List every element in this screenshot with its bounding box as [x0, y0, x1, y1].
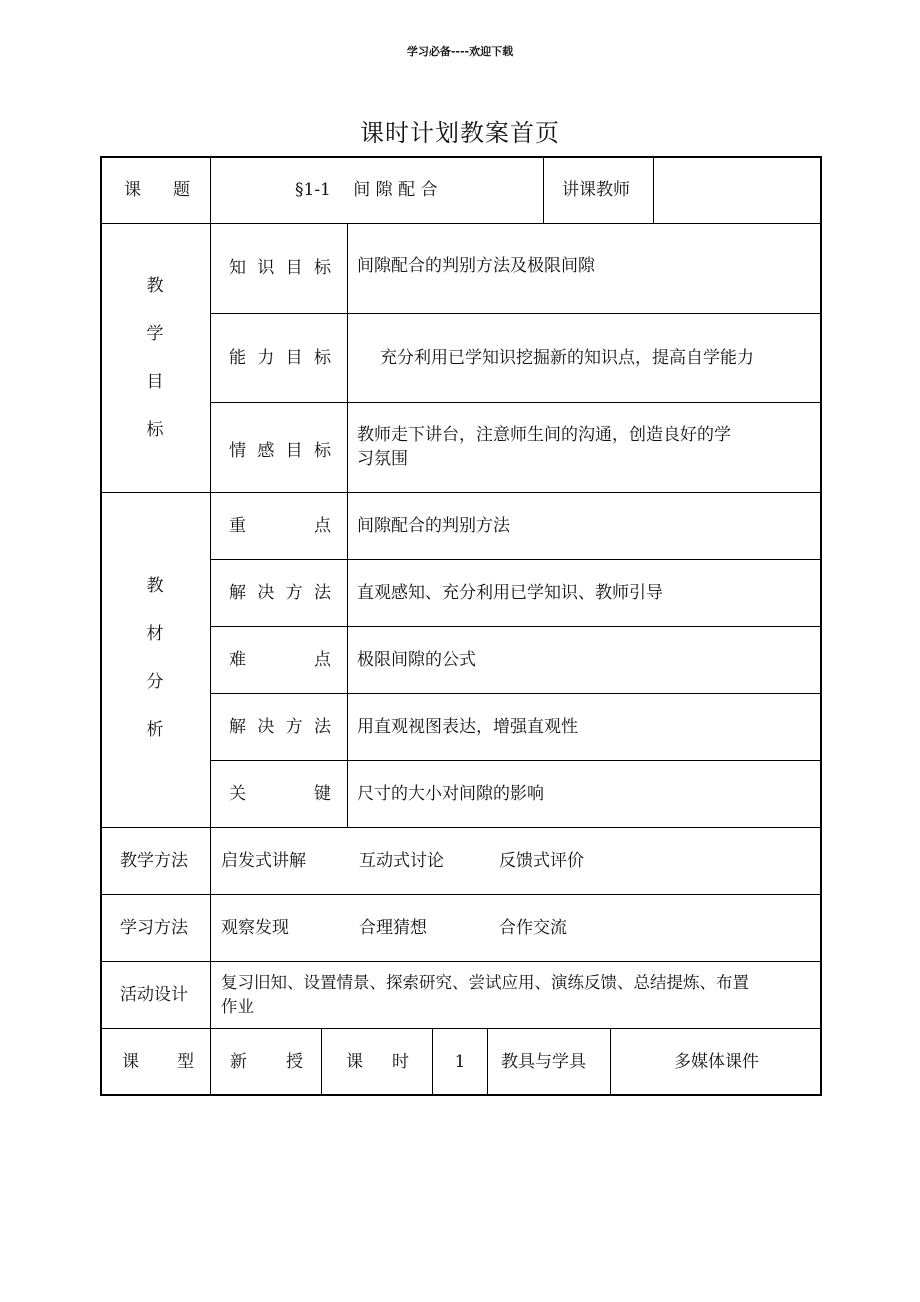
teacher-label: 讲课教师: [562, 179, 630, 200]
document-title: 课时计划教案首页: [360, 119, 560, 147]
header-note: 学习必备----欢迎下载: [406, 45, 514, 58]
learning-method-label: 学习方法: [120, 917, 188, 938]
emotion-goal-label: 情 感 目 标: [229, 441, 331, 461]
ability-goal-label: 能 力 目 标: [229, 347, 331, 368]
topic-value: §1-1 间 隙 配 合: [295, 179, 438, 200]
key-value: 尺寸的大小对间隙的影响: [357, 783, 544, 804]
teaching-method-2: 互动式讨论: [359, 850, 444, 871]
difficulty-value: 极限间隙的公式: [357, 649, 476, 670]
topic-label: 课 题: [124, 179, 190, 200]
activity-label: 活动设计: [120, 984, 188, 1005]
hours-label: 课 时: [346, 1052, 409, 1072]
solution-method-label-1: 解 决 方 法: [229, 582, 331, 603]
solution-method-label-2: 解 决 方 法: [229, 716, 331, 737]
key-point-value: 间隙配合的判别方法: [357, 515, 510, 536]
ability-goal-value: 充分利用已学知识挖掘新的知识点，提高自学能力: [380, 347, 754, 368]
knowledge-goal-label: 知 识 目 标: [229, 258, 331, 278]
knowledge-goal-value: 间隙配合的判别方法及极限间隙: [357, 256, 595, 276]
teaching-method-label: 教学方法: [120, 850, 188, 871]
difficulty-label: 难 点: [229, 649, 331, 670]
solution-method-value-1: 直观感知、充分利用已学知识、教师引导: [357, 582, 663, 603]
lesson-type-label: 课 型: [122, 1052, 194, 1072]
goals-group-label: 教 学 目 标: [146, 276, 164, 440]
key-label: 关 键: [229, 783, 331, 804]
emotion-goal-value: 教师走下讲台，注意师生间的沟通，创造良好的学 习氛围: [357, 425, 731, 469]
teaching-method-1: 启发式讲解: [221, 850, 306, 871]
activity-value: 复习旧知、设置情景、探索研究、尝试应用、演练反馈、总结提炼、布置 作业: [221, 972, 749, 1016]
learning-method-3: 合作交流: [499, 917, 567, 938]
solution-method-value-2: 用直观视图表达，增强直观性: [357, 716, 578, 737]
key-point-label: 重 点: [229, 515, 331, 536]
hours-value: 1: [454, 1052, 466, 1072]
lesson-plan-table: [100, 156, 822, 1096]
analysis-group-label: 教 材 分 析: [146, 576, 164, 740]
tools-label: 教具与学具: [501, 1052, 586, 1072]
lesson-type-value: 新 授: [230, 1052, 303, 1072]
teacher-value: [660, 156, 810, 223]
learning-method-2: 合理猜想: [359, 917, 427, 938]
learning-method-1: 观察发现: [221, 917, 289, 938]
tools-value: 多媒体课件: [674, 1052, 759, 1072]
teaching-method-3: 反馈式评价: [499, 850, 584, 871]
